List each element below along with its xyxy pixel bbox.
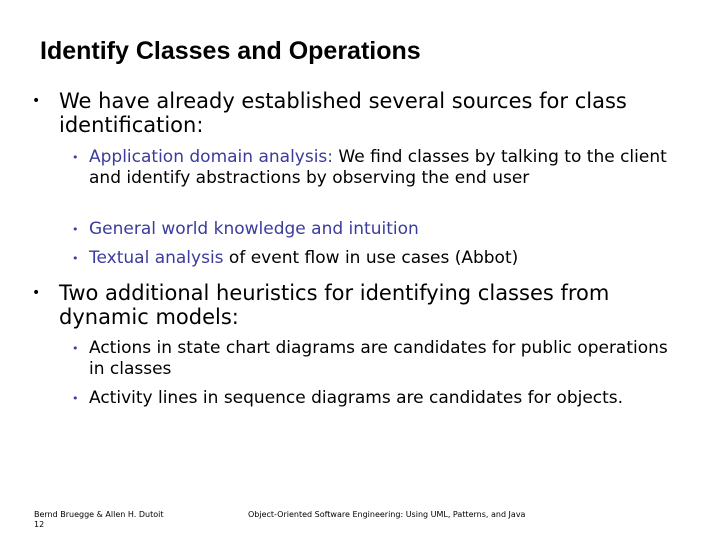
bullet-text: We have already established several sources for class identification: xyxy=(59,89,627,137)
sub-bullet-item xyxy=(72,219,672,240)
sub-bullet-rest: Activity lines in sequence diagrams are candidates for objects. xyxy=(89,388,624,408)
sub-bullet-item xyxy=(72,388,672,409)
sub-bullet-text xyxy=(89,248,672,269)
sub-bullet-icon: • xyxy=(72,342,79,355)
highlight-term: General world knowledge and intuition xyxy=(89,219,419,239)
bullet-text: Two additional heuristics for identifying classes from dynamic models: xyxy=(59,281,610,329)
bullet-item xyxy=(32,281,692,329)
bullet-item xyxy=(32,89,692,137)
sub-bullet-rest: Actions in state chart diagrams are candidates for public operations in classes xyxy=(89,338,668,379)
sub-bullet-icon: • xyxy=(72,223,79,236)
sub-bullet-text xyxy=(89,388,672,409)
sub-bullet-item xyxy=(72,248,672,269)
highlight-term: Application domain analysis: xyxy=(89,147,334,167)
footer-authors-block xyxy=(34,510,163,530)
sub-bullet-rest: We find classes by talking to the client and identify abstractions by observing the end user xyxy=(89,147,667,188)
sub-bullet-icon: • xyxy=(72,392,79,405)
highlight-term: Textual analysis xyxy=(89,248,224,268)
sub-bullet-text xyxy=(89,338,672,380)
bullet-icon: • xyxy=(32,285,41,301)
sub-bullet-icon: • xyxy=(72,151,79,164)
sub-bullet-rest: of event flow in use cases (Abbot) xyxy=(223,248,519,268)
footer-book-title: Object-Oriented Software Engineering: Using UML, Patterns, and Java xyxy=(248,510,526,519)
sub-bullet-icon: • xyxy=(72,252,79,265)
sub-bullet-text xyxy=(89,219,672,240)
page-number: 12 xyxy=(34,520,45,529)
slide-title: Identify Classes and Operations xyxy=(40,37,421,65)
footer-authors: Bernd Bruegge & Allen H. Dutoit xyxy=(34,510,164,519)
bullet-icon: • xyxy=(32,93,41,109)
sub-bullet-text xyxy=(89,147,672,189)
sub-bullet-item xyxy=(72,147,672,189)
sub-bullet-item xyxy=(72,338,672,380)
